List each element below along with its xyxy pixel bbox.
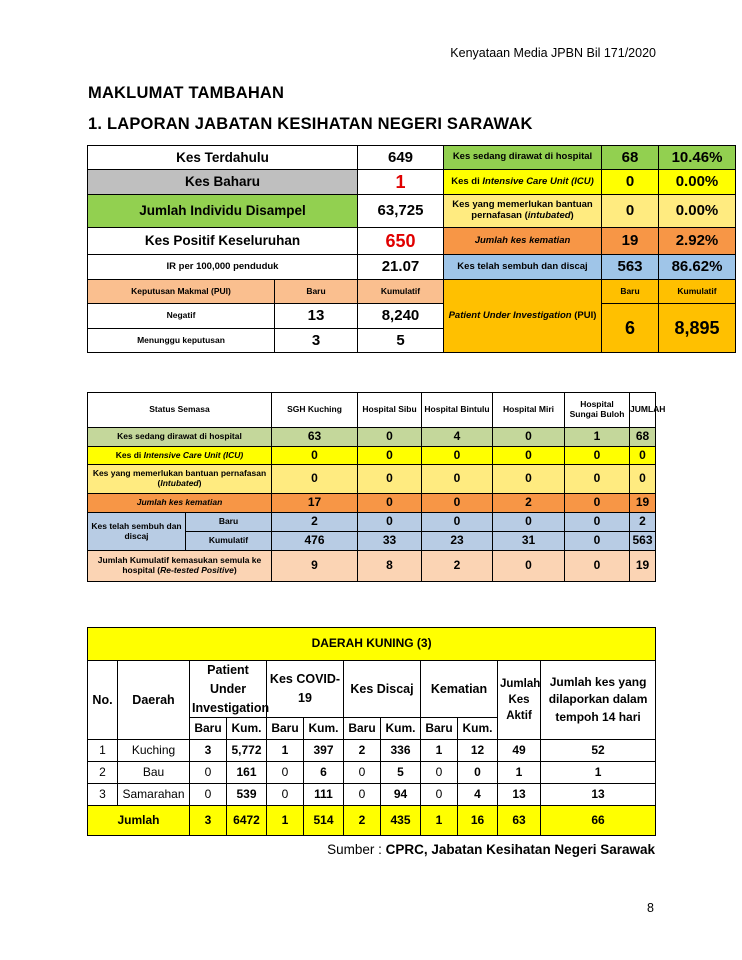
cell: 0 bbox=[565, 465, 630, 494]
cell: 3 bbox=[190, 806, 227, 836]
cell: 49 bbox=[498, 740, 541, 762]
section-title: MAKLUMAT TAMBAHAN bbox=[88, 84, 285, 102]
cell: 33 bbox=[358, 532, 422, 551]
cell: 514 bbox=[304, 806, 344, 836]
cell: 0 bbox=[272, 465, 358, 494]
cell: 563 bbox=[630, 532, 656, 551]
cell: 0 bbox=[493, 551, 565, 582]
status-header-sungai-buloh: Hospital Sungai Buloh bbox=[565, 393, 630, 428]
cell: 0 bbox=[493, 428, 565, 447]
cell: 539 bbox=[227, 784, 267, 806]
cell-no: 2 bbox=[88, 762, 118, 784]
cell: 8 bbox=[358, 551, 422, 582]
section-subtitle: 1. LAPORAN JABATAN KESIHATAN NEGERI SARAWAK bbox=[88, 115, 533, 133]
cell: 0 bbox=[344, 784, 381, 806]
header-aktif: Jumlah Kes Aktif bbox=[498, 661, 541, 740]
cell: 19 bbox=[630, 551, 656, 582]
sembuh-value: 563 bbox=[602, 255, 659, 280]
hospital-value: 68 bbox=[602, 146, 659, 170]
header-no: No. bbox=[88, 661, 118, 740]
cell: 0 bbox=[421, 762, 458, 784]
cell: 0 bbox=[422, 465, 493, 494]
header-kematian: Kematian bbox=[421, 661, 498, 718]
row-label: Kes sedang dirawat di hospital bbox=[88, 428, 272, 447]
positif-label: Kes Positif Keseluruhan bbox=[88, 228, 358, 255]
cell: 161 bbox=[227, 762, 267, 784]
cell: 0 bbox=[493, 447, 565, 465]
status-header-miri: Hospital Miri bbox=[493, 393, 565, 428]
cell: 0 bbox=[358, 447, 422, 465]
sembuh-label: Kes telah sembuh dan discaj bbox=[444, 255, 602, 280]
row-label: Jumlah kes kematian bbox=[88, 494, 272, 513]
intubated-pct: 0.00% bbox=[659, 195, 736, 228]
table-row bbox=[88, 784, 656, 806]
pui-baru-label: Baru bbox=[602, 280, 659, 304]
row-label: Kes yang memerlukan bantuan pernafasan (Intubated) bbox=[88, 465, 272, 494]
cell: 3 bbox=[190, 740, 227, 762]
cell: 0 bbox=[565, 532, 630, 551]
cell: 1 bbox=[541, 762, 656, 784]
cell: 0 bbox=[421, 784, 458, 806]
status-header-sgh: SGH Kuching bbox=[272, 393, 358, 428]
ir-value: 21.07 bbox=[358, 255, 444, 280]
row-label: Kumulatif bbox=[186, 532, 272, 551]
cell: 4 bbox=[422, 428, 493, 447]
cell: 66 bbox=[541, 806, 656, 836]
cell: 13 bbox=[541, 784, 656, 806]
cell: 1 bbox=[267, 806, 304, 836]
sub-kum: Kum. bbox=[304, 718, 344, 740]
cell: 0 bbox=[190, 784, 227, 806]
table-row bbox=[88, 447, 656, 465]
header-daerah: Daerah bbox=[118, 661, 190, 740]
hospital-pct: 10.46% bbox=[659, 146, 736, 170]
pui-header-kumulatif: Kumulatif bbox=[358, 280, 444, 304]
cell: 19 bbox=[630, 494, 656, 513]
cell: 2 bbox=[344, 806, 381, 836]
sub-baru: Baru bbox=[421, 718, 458, 740]
intubated-label: Kes yang memerlukan bantuan pernafasan (intubated) bbox=[444, 195, 602, 228]
header-laporan: Jumlah kes yang dilaporkan dalam tempoh 14 hari bbox=[541, 661, 656, 740]
cell: 1 bbox=[421, 740, 458, 762]
sembuh-pct: 86.62% bbox=[659, 255, 736, 280]
cell-daerah: Kuching bbox=[118, 740, 190, 762]
cell-no: 1 bbox=[88, 740, 118, 762]
document-header: Kenyataan Media JPBN Bil 171/2020 bbox=[450, 46, 656, 60]
cell: 6 bbox=[304, 762, 344, 784]
cell: 1 bbox=[565, 428, 630, 447]
intubated-value: 0 bbox=[602, 195, 659, 228]
cell: 476 bbox=[272, 532, 358, 551]
total-label: Jumlah bbox=[88, 806, 190, 836]
cell: 13 bbox=[498, 784, 541, 806]
status-header-jumlah: JUMLAH bbox=[630, 393, 656, 428]
cell: 0 bbox=[190, 762, 227, 784]
kes-baharu-value: 1 bbox=[358, 170, 444, 195]
cell: 17 bbox=[272, 494, 358, 513]
summary-table bbox=[87, 145, 736, 353]
kematian-label: Jumlah kes kematian bbox=[444, 228, 602, 255]
icu-label: Kes di Intensive Care Unit (ICU) bbox=[444, 170, 602, 195]
cell: 0 bbox=[344, 762, 381, 784]
cell: 0 bbox=[358, 465, 422, 494]
cell: 0 bbox=[493, 465, 565, 494]
cell: 1 bbox=[498, 762, 541, 784]
cell: 94 bbox=[381, 784, 421, 806]
table-row bbox=[88, 513, 656, 532]
row-label: Baru bbox=[186, 513, 272, 532]
menunggu-baru: 3 bbox=[275, 329, 358, 353]
sub-kum: Kum. bbox=[227, 718, 267, 740]
cell: 0 bbox=[493, 513, 565, 532]
cell: 5,772 bbox=[227, 740, 267, 762]
cell: 31 bbox=[493, 532, 565, 551]
pui-baru-value: 6 bbox=[602, 304, 659, 353]
cell: 0 bbox=[422, 513, 493, 532]
kes-baharu-label: Kes Baharu bbox=[88, 170, 358, 195]
kematian-value: 19 bbox=[602, 228, 659, 255]
pui-label: Patient Under Investigation (PUI) bbox=[444, 280, 602, 353]
cell: 0 bbox=[565, 551, 630, 582]
positif-value: 650 bbox=[358, 228, 444, 255]
cell-daerah: Samarahan bbox=[118, 784, 190, 806]
cell: 0 bbox=[565, 513, 630, 532]
icu-value: 0 bbox=[602, 170, 659, 195]
cell: 4 bbox=[458, 784, 498, 806]
sub-baru: Baru bbox=[190, 718, 227, 740]
daerah-table-title: DAERAH KUNING (3) bbox=[88, 628, 656, 661]
header-covid: Kes COVID-19 bbox=[267, 661, 344, 718]
cell: 2 bbox=[422, 551, 493, 582]
cell: 0 bbox=[422, 447, 493, 465]
pui-header-baru: Baru bbox=[275, 280, 358, 304]
header-discaj: Kes Discaj bbox=[344, 661, 421, 718]
disampel-value: 63,725 bbox=[358, 195, 444, 228]
cell: 0 bbox=[565, 447, 630, 465]
table-row bbox=[88, 465, 656, 494]
ir-label: IR per 100,000 penduduk bbox=[88, 255, 358, 280]
kes-terdahulu-value: 649 bbox=[358, 146, 444, 170]
cell: 0 bbox=[565, 494, 630, 513]
cell: 397 bbox=[304, 740, 344, 762]
cell: 0 bbox=[630, 447, 656, 465]
table-row bbox=[88, 428, 656, 447]
table-row bbox=[88, 762, 656, 784]
cell: 63 bbox=[498, 806, 541, 836]
negatif-kumulatif: 8,240 bbox=[358, 304, 444, 329]
cell: 0 bbox=[358, 494, 422, 513]
sembuh-group-label: Kes telah sembuh dan discaj bbox=[88, 513, 186, 551]
pui-header-label: Keputusan Makmal (PUI) bbox=[88, 280, 275, 304]
table-row bbox=[88, 551, 656, 582]
cell: 2 bbox=[272, 513, 358, 532]
cell: 23 bbox=[422, 532, 493, 551]
cell: 6472 bbox=[227, 806, 267, 836]
cell: 0 bbox=[272, 447, 358, 465]
cell: 0 bbox=[267, 784, 304, 806]
cell: 435 bbox=[381, 806, 421, 836]
sub-baru: Baru bbox=[344, 718, 381, 740]
cell: 0 bbox=[358, 513, 422, 532]
cell: 16 bbox=[458, 806, 498, 836]
status-header: Status Semasa bbox=[88, 393, 272, 428]
cell: 12 bbox=[458, 740, 498, 762]
kes-terdahulu-label: Kes Terdahulu bbox=[88, 146, 358, 170]
cell: 0 bbox=[267, 762, 304, 784]
cell: 52 bbox=[541, 740, 656, 762]
status-header-bintulu: Hospital Bintulu bbox=[422, 393, 493, 428]
pui-kumulatif-label: Kumulatif bbox=[659, 280, 736, 304]
cell: 2 bbox=[630, 513, 656, 532]
cell: 5 bbox=[381, 762, 421, 784]
cell-daerah: Bau bbox=[118, 762, 190, 784]
sub-kum: Kum. bbox=[458, 718, 498, 740]
daerah-table bbox=[87, 627, 656, 836]
menunggu-label: Menunggu keputusan bbox=[88, 329, 275, 353]
pui-kumulatif-value: 8,895 bbox=[659, 304, 736, 353]
cell: 0 bbox=[422, 494, 493, 513]
row-label: Kes di Intensive Care Unit (ICU) bbox=[88, 447, 272, 465]
source-note: Sumber : CPRC, Jabatan Kesihatan Negeri Sarawak bbox=[327, 842, 655, 857]
disampel-label: Jumlah Individu Disampel bbox=[88, 195, 358, 228]
negatif-baru: 13 bbox=[275, 304, 358, 329]
table-row bbox=[88, 494, 656, 513]
cell: 63 bbox=[272, 428, 358, 447]
page-number: 8 bbox=[647, 901, 654, 915]
cell: 1 bbox=[267, 740, 304, 762]
status-table bbox=[87, 392, 666, 582]
status-header-sibu: Hospital Sibu bbox=[358, 393, 422, 428]
icu-pct: 0.00% bbox=[659, 170, 736, 195]
cell: 111 bbox=[304, 784, 344, 806]
cell: 0 bbox=[630, 465, 656, 494]
cell: 2 bbox=[493, 494, 565, 513]
cell: 336 bbox=[381, 740, 421, 762]
sub-kum: Kum. bbox=[381, 718, 421, 740]
sub-baru: Baru bbox=[267, 718, 304, 740]
hospital-label: Kes sedang dirawat di hospital bbox=[444, 146, 602, 170]
total-row bbox=[88, 806, 656, 836]
cell: 0 bbox=[458, 762, 498, 784]
menunggu-kumulatif: 5 bbox=[358, 329, 444, 353]
kematian-pct: 2.92% bbox=[659, 228, 736, 255]
negatif-label: Negatif bbox=[88, 304, 275, 329]
table-row bbox=[88, 740, 656, 762]
cell: 9 bbox=[272, 551, 358, 582]
row-label: Jumlah Kumulatif kemasukan semula ke hospital (Re-tested Positive) bbox=[88, 551, 272, 582]
header-pui: Patient Under Investigation bbox=[190, 661, 267, 718]
cell: 0 bbox=[358, 428, 422, 447]
cell: 1 bbox=[421, 806, 458, 836]
cell: 2 bbox=[344, 740, 381, 762]
cell: 68 bbox=[630, 428, 656, 447]
cell-no: 3 bbox=[88, 784, 118, 806]
